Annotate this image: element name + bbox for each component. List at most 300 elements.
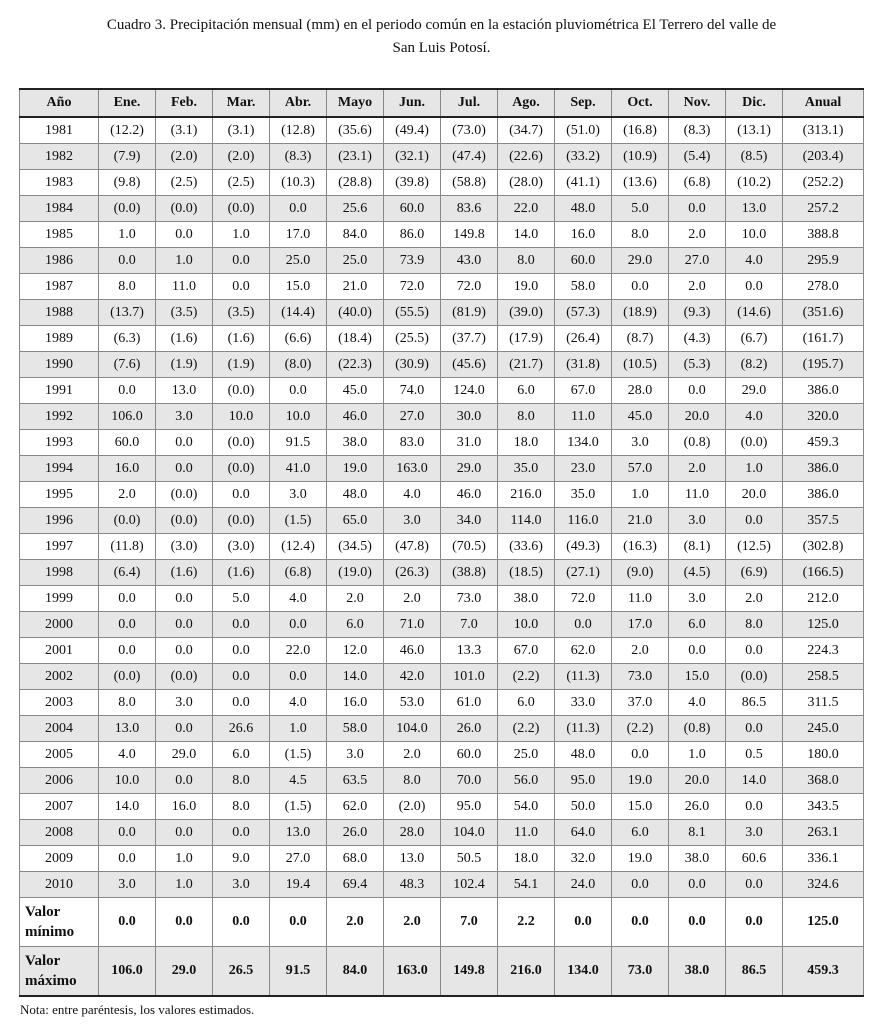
value-cell: 0.0	[726, 872, 783, 898]
value-cell: (3.5)	[213, 300, 270, 326]
value-cell: 216.0	[498, 482, 555, 508]
value-cell: 53.0	[384, 690, 441, 716]
year-cell: 1988	[20, 300, 99, 326]
value-cell: (3.5)	[156, 300, 213, 326]
table-row	[20, 560, 864, 586]
value-cell: 1.0	[156, 248, 213, 274]
max-row	[20, 947, 864, 997]
value-cell: 37.0	[612, 690, 669, 716]
value-cell: (58.8)	[441, 170, 498, 196]
value-cell: (8.7)	[612, 326, 669, 352]
value-cell: 1.0	[270, 716, 327, 742]
value-cell: (6.7)	[726, 326, 783, 352]
value-cell: 2.0	[384, 742, 441, 768]
header-row	[20, 89, 864, 117]
value-cell: 63.5	[327, 768, 384, 794]
value-cell: 2.0	[726, 586, 783, 612]
value-cell: (55.5)	[384, 300, 441, 326]
min-value-cell: 0.0	[156, 898, 213, 947]
value-cell: 2.0	[612, 638, 669, 664]
value-cell: 18.0	[498, 430, 555, 456]
value-cell: 13.0	[726, 196, 783, 222]
value-cell: 0.0	[156, 716, 213, 742]
value-cell: (0.0)	[156, 196, 213, 222]
table-row	[20, 638, 864, 664]
table-row	[20, 872, 864, 898]
max-value-cell: 84.0	[327, 947, 384, 997]
value-cell: 263.1	[783, 820, 864, 846]
value-cell: 0.5	[726, 742, 783, 768]
value-cell: 57.0	[612, 456, 669, 482]
value-cell: 86.0	[384, 222, 441, 248]
year-cell: 1998	[20, 560, 99, 586]
value-cell: 6.0	[213, 742, 270, 768]
value-cell: (11.8)	[99, 534, 156, 560]
value-cell: 8.0	[612, 222, 669, 248]
value-cell: 86.5	[726, 690, 783, 716]
value-cell: (313.1)	[783, 117, 864, 144]
year-cell: 2005	[20, 742, 99, 768]
value-cell: 0.0	[99, 612, 156, 638]
value-cell: (6.4)	[99, 560, 156, 586]
min-value-cell: 2.2	[498, 898, 555, 947]
value-cell: 20.0	[669, 768, 726, 794]
value-cell: 8.1	[669, 820, 726, 846]
value-cell: 70.0	[441, 768, 498, 794]
table-row	[20, 144, 864, 170]
value-cell: (2.5)	[213, 170, 270, 196]
value-cell: 4.0	[384, 482, 441, 508]
table-row	[20, 196, 864, 222]
value-cell: 3.0	[270, 482, 327, 508]
value-cell: (0.0)	[213, 430, 270, 456]
value-cell: 54.1	[498, 872, 555, 898]
value-cell: (2.2)	[612, 716, 669, 742]
value-cell: 83.0	[384, 430, 441, 456]
value-cell: (12.4)	[270, 534, 327, 560]
value-cell: 0.0	[99, 846, 156, 872]
value-cell: 19.0	[612, 846, 669, 872]
value-cell: 50.5	[441, 846, 498, 872]
value-cell: 19.0	[498, 274, 555, 300]
max-value-cell: 86.5	[726, 947, 783, 997]
value-cell: 3.0	[384, 508, 441, 534]
max-value-cell: 216.0	[498, 947, 555, 997]
value-cell: 35.0	[555, 482, 612, 508]
value-cell: 8.0	[213, 794, 270, 820]
year-cell: 2004	[20, 716, 99, 742]
value-cell: 13.0	[156, 378, 213, 404]
value-cell: (3.1)	[156, 117, 213, 144]
value-cell: 12.0	[327, 638, 384, 664]
value-cell: 357.5	[783, 508, 864, 534]
value-cell: 212.0	[783, 586, 864, 612]
value-cell: 62.0	[555, 638, 612, 664]
table-row	[20, 170, 864, 196]
value-cell: 114.0	[498, 508, 555, 534]
value-cell: 4.0	[270, 690, 327, 716]
value-cell: 60.6	[726, 846, 783, 872]
value-cell: 28.0	[384, 820, 441, 846]
table-row	[20, 716, 864, 742]
year-cell: 1999	[20, 586, 99, 612]
max-value-cell: 149.8	[441, 947, 498, 997]
value-cell: (0.0)	[213, 196, 270, 222]
value-cell: 26.0	[441, 716, 498, 742]
value-cell: 21.0	[327, 274, 384, 300]
column-header: Anual	[783, 89, 864, 117]
value-cell: 0.0	[726, 274, 783, 300]
value-cell: (1.9)	[213, 352, 270, 378]
value-cell: (10.3)	[270, 170, 327, 196]
value-cell: 24.0	[555, 872, 612, 898]
value-cell: 0.0	[726, 794, 783, 820]
value-cell: (203.4)	[783, 144, 864, 170]
value-cell: 73.0	[441, 586, 498, 612]
value-cell: 31.0	[441, 430, 498, 456]
value-cell: (21.7)	[498, 352, 555, 378]
value-cell: 6.0	[669, 612, 726, 638]
value-cell: 48.0	[555, 196, 612, 222]
min-value-cell: 0.0	[555, 898, 612, 947]
value-cell: (13.7)	[99, 300, 156, 326]
value-cell: 8.0	[99, 274, 156, 300]
value-cell: (1.5)	[270, 508, 327, 534]
value-cell: 0.0	[726, 508, 783, 534]
value-cell: (14.6)	[726, 300, 783, 326]
value-cell: 32.0	[555, 846, 612, 872]
value-cell: 64.0	[555, 820, 612, 846]
value-cell: 26.6	[213, 716, 270, 742]
value-cell: 3.0	[156, 690, 213, 716]
value-cell: 311.5	[783, 690, 864, 716]
value-cell: 0.0	[213, 820, 270, 846]
column-header: Ene.	[99, 89, 156, 117]
value-cell: 149.8	[441, 222, 498, 248]
value-cell: 0.0	[99, 378, 156, 404]
value-cell: 11.0	[156, 274, 213, 300]
value-cell: 3.0	[669, 586, 726, 612]
value-cell: 13.0	[384, 846, 441, 872]
min-value-cell: 7.0	[441, 898, 498, 947]
value-cell: 343.5	[783, 794, 864, 820]
value-cell: 0.0	[213, 690, 270, 716]
value-cell: 320.0	[783, 404, 864, 430]
value-cell: 104.0	[384, 716, 441, 742]
value-cell: (8.2)	[726, 352, 783, 378]
value-cell: (4.5)	[669, 560, 726, 586]
table-row	[20, 612, 864, 638]
value-cell: (22.3)	[327, 352, 384, 378]
value-cell: 25.0	[270, 248, 327, 274]
value-cell: (0.0)	[99, 508, 156, 534]
value-cell: (8.0)	[270, 352, 327, 378]
caption-line-1: Cuadro 3. Precipitación mensual (mm) en el periodo común en la estación pluviométrica El Terrero del valle de	[106, 17, 777, 33]
caption-line-2: San Luis Potosí.	[392, 40, 491, 56]
value-cell: (9.0)	[612, 560, 669, 586]
value-cell: 15.0	[669, 664, 726, 690]
value-cell: 124.0	[441, 378, 498, 404]
value-cell: (0.8)	[669, 430, 726, 456]
min-value-cell: 125.0	[783, 898, 864, 947]
value-cell: 83.6	[441, 196, 498, 222]
value-cell: 65.0	[327, 508, 384, 534]
table-row	[20, 274, 864, 300]
table-row	[20, 300, 864, 326]
year-cell: 1987	[20, 274, 99, 300]
value-cell: 27.0	[669, 248, 726, 274]
max-value-cell: 459.3	[783, 947, 864, 997]
min-value-cell: 0.0	[213, 898, 270, 947]
table-row	[20, 586, 864, 612]
year-cell: 2000	[20, 612, 99, 638]
value-cell: (8.1)	[669, 534, 726, 560]
year-cell: 2001	[20, 638, 99, 664]
value-cell: (14.4)	[270, 300, 327, 326]
value-cell: 72.0	[555, 586, 612, 612]
value-cell: 46.0	[384, 638, 441, 664]
value-cell: 4.0	[669, 690, 726, 716]
value-cell: (1.5)	[270, 794, 327, 820]
value-cell: 295.9	[783, 248, 864, 274]
value-cell: (18.4)	[327, 326, 384, 352]
value-cell: 29.0	[612, 248, 669, 274]
value-cell: (28.0)	[498, 170, 555, 196]
table-row	[20, 352, 864, 378]
value-cell: 13.0	[99, 716, 156, 742]
value-cell: (1.6)	[213, 560, 270, 586]
value-cell: (22.6)	[498, 144, 555, 170]
value-cell: 0.0	[156, 222, 213, 248]
year-cell: 1995	[20, 482, 99, 508]
value-cell: (45.6)	[441, 352, 498, 378]
column-header: Oct.	[612, 89, 669, 117]
value-cell: (7.9)	[99, 144, 156, 170]
value-cell: 27.0	[384, 404, 441, 430]
column-header: Abr.	[270, 89, 327, 117]
value-cell: 16.0	[156, 794, 213, 820]
value-cell: 23.0	[555, 456, 612, 482]
table-row	[20, 742, 864, 768]
value-cell: 8.0	[498, 404, 555, 430]
table-row	[20, 690, 864, 716]
value-cell: 6.0	[498, 690, 555, 716]
value-cell: (39.0)	[498, 300, 555, 326]
max-value-cell: 73.0	[612, 947, 669, 997]
table-row	[20, 378, 864, 404]
value-cell: 27.0	[270, 846, 327, 872]
value-cell: 5.0	[612, 196, 669, 222]
value-cell: 163.0	[384, 456, 441, 482]
value-cell: 0.0	[99, 586, 156, 612]
table-row	[20, 768, 864, 794]
year-cell: 1984	[20, 196, 99, 222]
value-cell: (10.9)	[612, 144, 669, 170]
value-cell: 1.0	[726, 456, 783, 482]
table-row	[20, 430, 864, 456]
value-cell: 101.0	[441, 664, 498, 690]
value-cell: 60.0	[99, 430, 156, 456]
value-cell: 68.0	[327, 846, 384, 872]
value-cell: 1.0	[156, 872, 213, 898]
value-cell: 0.0	[156, 612, 213, 638]
value-cell: 9.0	[213, 846, 270, 872]
year-cell: 1994	[20, 456, 99, 482]
value-cell: (49.3)	[555, 534, 612, 560]
table-row	[20, 794, 864, 820]
table-row	[20, 664, 864, 690]
value-cell: (30.9)	[384, 352, 441, 378]
value-cell: (1.6)	[213, 326, 270, 352]
value-cell: 73.0	[612, 664, 669, 690]
value-cell: (23.1)	[327, 144, 384, 170]
year-cell: 2006	[20, 768, 99, 794]
value-cell: (1.6)	[156, 326, 213, 352]
column-header: Mayo	[327, 89, 384, 117]
value-cell: 0.0	[669, 872, 726, 898]
value-cell: 245.0	[783, 716, 864, 742]
value-cell: 38.0	[498, 586, 555, 612]
value-cell: 0.0	[156, 768, 213, 794]
table-row	[20, 534, 864, 560]
value-cell: 7.0	[441, 612, 498, 638]
min-value-cell: 0.0	[726, 898, 783, 947]
value-cell: 386.0	[783, 378, 864, 404]
value-cell: 74.0	[384, 378, 441, 404]
table-row	[20, 222, 864, 248]
value-cell: 61.0	[441, 690, 498, 716]
value-cell: 41.0	[270, 456, 327, 482]
value-cell: 11.0	[669, 482, 726, 508]
value-cell: 42.0	[384, 664, 441, 690]
value-cell: 258.5	[783, 664, 864, 690]
value-cell: (13.6)	[612, 170, 669, 196]
value-cell: (2.0)	[156, 144, 213, 170]
value-cell: (6.9)	[726, 560, 783, 586]
table-note: Nota: entre paréntesis, los valores estimados.	[20, 1002, 255, 1017]
value-cell: (12.8)	[270, 117, 327, 144]
min-label-line-2: mínimo	[25, 924, 75, 940]
value-cell: 62.0	[327, 794, 384, 820]
value-cell: (1.6)	[156, 560, 213, 586]
table-row	[20, 508, 864, 534]
value-cell: (3.0)	[156, 534, 213, 560]
value-cell: 45.0	[612, 404, 669, 430]
value-cell: 8.0	[99, 690, 156, 716]
value-cell: 25.6	[327, 196, 384, 222]
value-cell: 29.0	[726, 378, 783, 404]
value-cell: 0.0	[213, 638, 270, 664]
value-cell: 278.0	[783, 274, 864, 300]
value-cell: 8.0	[213, 768, 270, 794]
value-cell: (7.6)	[99, 352, 156, 378]
value-cell: 0.0	[213, 482, 270, 508]
value-cell: 35.0	[498, 456, 555, 482]
value-cell: 50.0	[555, 794, 612, 820]
value-cell: 2.0	[99, 482, 156, 508]
value-cell: (2.2)	[498, 664, 555, 690]
value-cell: (6.6)	[270, 326, 327, 352]
value-cell: (25.5)	[384, 326, 441, 352]
value-cell: (40.0)	[327, 300, 384, 326]
value-cell: 1.0	[612, 482, 669, 508]
value-cell: 19.0	[327, 456, 384, 482]
value-cell: 1.0	[669, 742, 726, 768]
value-cell: 106.0	[99, 404, 156, 430]
value-cell: (8.3)	[270, 144, 327, 170]
value-cell: 10.0	[213, 404, 270, 430]
value-cell: 116.0	[555, 508, 612, 534]
value-cell: 84.0	[327, 222, 384, 248]
value-cell: 0.0	[669, 196, 726, 222]
value-cell: (73.0)	[441, 117, 498, 144]
value-cell: 0.0	[156, 586, 213, 612]
value-cell: 13.3	[441, 638, 498, 664]
value-cell: (18.9)	[612, 300, 669, 326]
min-value-cell: 0.0	[270, 898, 327, 947]
value-cell: (18.5)	[498, 560, 555, 586]
value-cell: 388.8	[783, 222, 864, 248]
value-cell: (1.9)	[156, 352, 213, 378]
value-cell: 102.4	[441, 872, 498, 898]
max-value-cell: 29.0	[156, 947, 213, 997]
value-cell: 8.0	[726, 612, 783, 638]
value-cell: 0.0	[213, 612, 270, 638]
value-cell: 4.5	[270, 768, 327, 794]
value-cell: 91.5	[270, 430, 327, 456]
value-cell: 0.0	[726, 716, 783, 742]
value-cell: 14.0	[99, 794, 156, 820]
value-cell: (47.8)	[384, 534, 441, 560]
value-cell: (27.1)	[555, 560, 612, 586]
value-cell: (3.1)	[213, 117, 270, 144]
value-cell: (2.0)	[213, 144, 270, 170]
table-caption	[40, 14, 843, 60]
value-cell: 22.0	[498, 196, 555, 222]
value-cell: 0.0	[156, 430, 213, 456]
value-cell: 0.0	[99, 820, 156, 846]
value-cell: (5.3)	[669, 352, 726, 378]
value-cell: 1.0	[156, 846, 213, 872]
value-cell: 0.0	[612, 872, 669, 898]
value-cell: (0.0)	[726, 430, 783, 456]
value-cell: (11.3)	[555, 664, 612, 690]
value-cell: 11.0	[555, 404, 612, 430]
value-cell: (38.8)	[441, 560, 498, 586]
value-cell: 0.0	[99, 248, 156, 274]
value-cell: 368.0	[783, 768, 864, 794]
table-row	[20, 404, 864, 430]
value-cell: (12.2)	[99, 117, 156, 144]
value-cell: 3.0	[99, 872, 156, 898]
value-cell: 0.0	[669, 638, 726, 664]
value-cell: 95.0	[555, 768, 612, 794]
value-cell: (0.0)	[213, 378, 270, 404]
value-cell: 2.0	[384, 586, 441, 612]
value-cell: 34.0	[441, 508, 498, 534]
value-cell: (41.1)	[555, 170, 612, 196]
value-cell: 72.0	[384, 274, 441, 300]
value-cell: (195.7)	[783, 352, 864, 378]
value-cell: 69.4	[327, 872, 384, 898]
value-cell: (47.4)	[441, 144, 498, 170]
value-cell: 104.0	[441, 820, 498, 846]
value-cell: 15.0	[612, 794, 669, 820]
value-cell: 6.0	[612, 820, 669, 846]
table-row	[20, 456, 864, 482]
value-cell: 28.0	[612, 378, 669, 404]
value-cell: 15.0	[270, 274, 327, 300]
